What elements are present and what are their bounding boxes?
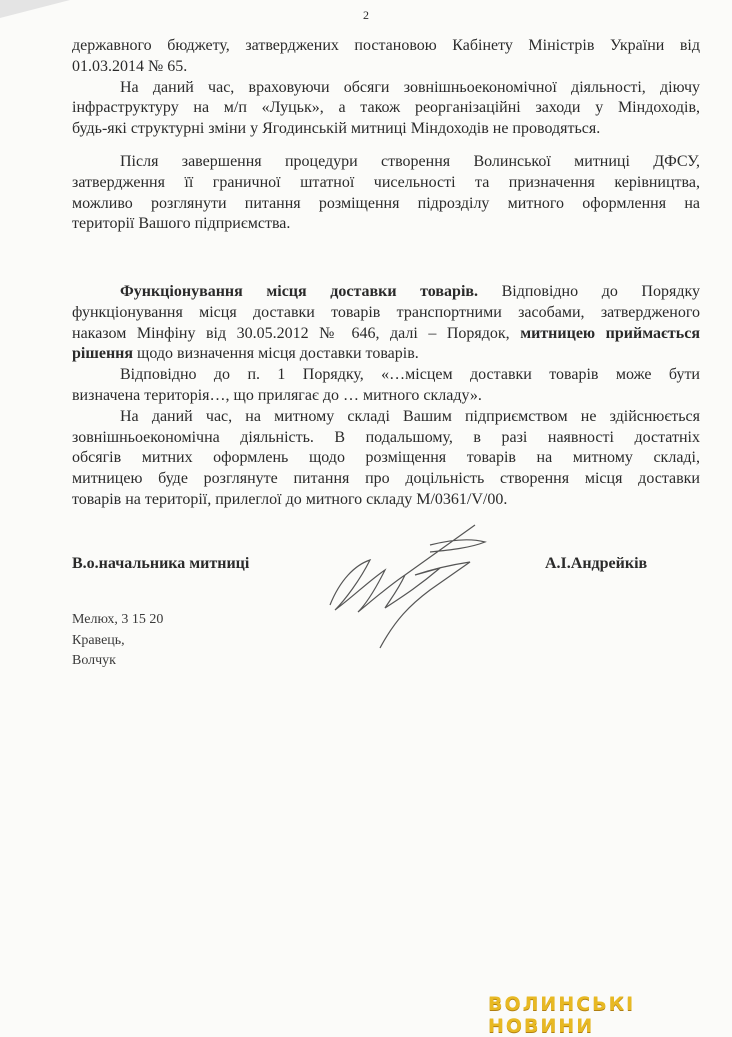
text-line — [72, 365, 700, 386]
text-line — [72, 469, 700, 490]
page-number: 2 — [363, 8, 369, 22]
text-segment: зовнішньоекономічна діяльність. В подальшому, в разі наявності достатніх — [72, 428, 700, 446]
watermark-logo: ВОЛИНСЬКІ НОВИНИ — [488, 993, 636, 1037]
paragraph-delivery-place — [72, 282, 700, 511]
signatory-position: В.о.начальника митниці — [72, 555, 250, 572]
text-line — [72, 490, 700, 511]
paragraph-volyn-customs — [72, 152, 700, 235]
text-segment: території Вашого підприємства. — [72, 215, 291, 233]
text-line — [72, 173, 700, 194]
text-segment: затвердження її граничної штатної чисельності та призначення керівництва, — [72, 173, 700, 191]
text-segment: 01.03.2014 № 65. — [72, 57, 188, 75]
text-line — [72, 119, 700, 140]
text-line — [72, 386, 700, 407]
text-segment: державного бюджету, затверджених постановою Кабінету Міністрів України від — [72, 37, 700, 54]
executor-line: Кравець, — [72, 632, 125, 648]
text-line — [72, 98, 700, 119]
text-segment: будь-які структурні зміни у Ягодинській митниці Міндоходів не проводяться. — [72, 120, 601, 138]
text-line — [72, 57, 700, 78]
text-segment: визначена територія…, що прилягає до … митного складу». — [72, 386, 482, 404]
text-segment: товарів на території, прилеглої до митного складу М/0361/V/00. — [72, 490, 508, 508]
executor-line: Волчук — [72, 653, 116, 668]
text-line — [72, 78, 700, 99]
paragraph-budget-and-structure — [72, 36, 700, 140]
text-line — [72, 282, 700, 303]
bold-text: рішення — [72, 345, 134, 363]
text-line — [72, 324, 700, 345]
text-line — [72, 448, 700, 469]
text-line — [72, 407, 700, 428]
handwritten-signature — [310, 520, 510, 650]
text-segment: щодо визначення місця доставки товарів. — [133, 345, 419, 363]
text-segment: обсягів митних оформлень щодо розміщення товарів на митному складі, — [72, 449, 700, 467]
executors-list — [72, 610, 163, 672]
text-segment: Відповідно до п. 1 Порядку, «…місцем доставки товарів може бути — [120, 366, 700, 384]
text-line — [72, 344, 700, 365]
text-segment: можливо розглянути питання розміщення підрозділу митного оформлення на — [72, 194, 700, 212]
text-segment: На даний час, на митному складі Вашим підприємством не здійснюється — [120, 407, 700, 425]
text-line — [72, 303, 700, 324]
text-segment: митницею буде розглянуте питання про доцільність створення місця доставки — [72, 470, 700, 488]
text-segment: функціонування місця доставки товарів транспортними засобами, затвердженого — [72, 303, 700, 321]
text-segment: Відповідно до Порядку — [478, 283, 701, 300]
bold-text: Функціонування місця доставки товарів. — [120, 283, 479, 300]
text-line — [72, 428, 700, 449]
executor-line: Мелюх, 3 15 20 — [72, 612, 164, 627]
text-line — [72, 194, 700, 215]
text-segment: Після завершення процедури створення Волинської митниці ДФСУ, — [120, 153, 700, 170]
bold-text: митницею приймається — [520, 324, 701, 342]
text-line — [72, 36, 700, 57]
text-line — [72, 152, 700, 173]
text-segment: інфраструктуру на м/п «Луцьк», а також реорганізаційні заходи у Міндоходів, — [72, 99, 700, 117]
text-line — [72, 214, 700, 235]
signatory-name: А.І.Андрейків — [545, 555, 648, 572]
text-segment: наказом Мінфіну від 30.05.2012 № 646, далі – Порядок, — [72, 324, 521, 342]
text-segment: На даний час, враховуючи обсяги зовнішньоекономічної діяльності, діючу — [120, 78, 700, 96]
